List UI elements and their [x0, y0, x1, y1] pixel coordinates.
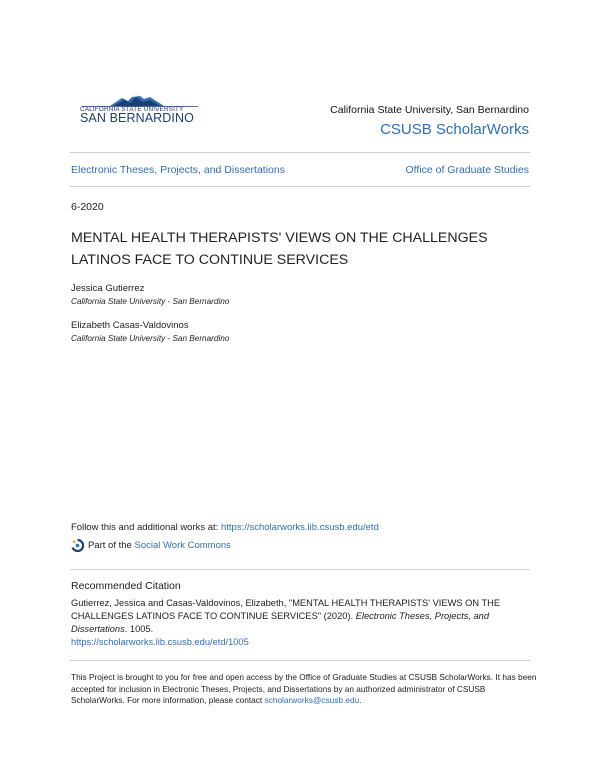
author-affiliation: California State University - San Bernardino	[71, 334, 230, 343]
network-commons-icon	[71, 539, 84, 552]
follow-prefix: Follow this and additional works at:	[71, 522, 221, 533]
part-of-prefix: Part of the	[88, 540, 132, 551]
publication-date: 6-2020	[71, 201, 104, 213]
social-work-commons-link[interactable]: Social Work Commons	[134, 540, 231, 551]
logo-line1: CALIFORNIA STATE UNIVERSITY	[80, 106, 184, 113]
collection-link[interactable]: Electronic Theses, Projects, and Dissertations	[71, 164, 285, 176]
citation-number: . 1005.	[124, 624, 154, 634]
recommended-citation-heading: Recommended Citation	[71, 580, 181, 592]
citation-url-link[interactable]: https://scholarworks.lib.csusb.edu/etd/1005	[71, 637, 249, 647]
citation-main: Gutierrez, Jessica and Casas-Valdovinos, Elizabeth, "MENTAL HEALTH THERAPISTS' VIEWS ON THE CHALLENGES LATINOS FACE TO CONTINUE SERVICES" (2020).	[71, 598, 501, 621]
university-logo[interactable]	[80, 90, 200, 130]
title-line: LATINOS FACE TO CONTINUE SERVICES	[71, 252, 349, 268]
contact-email-link[interactable]: scholarworks@csusb.edu	[264, 695, 360, 705]
author-name: Jessica Gutierrez	[71, 283, 145, 294]
notice-end: .	[359, 695, 362, 705]
document-title	[71, 227, 531, 271]
office-link[interactable]: Office of Graduate Studies	[405, 164, 529, 176]
citation-text	[71, 597, 531, 649]
divider	[70, 569, 530, 570]
access-notice	[71, 672, 541, 707]
repository-link[interactable]: CSUSB ScholarWorks	[380, 121, 529, 138]
follow-line	[71, 522, 379, 533]
follow-url-link[interactable]: https://scholarworks.lib.csusb.edu/etd	[220, 522, 379, 533]
institution-name: California State University, San Bernardino	[330, 104, 529, 116]
author-affiliation: California State University - San Bernardino	[71, 297, 230, 306]
part-of-line	[71, 539, 231, 552]
divider	[70, 660, 530, 661]
divider	[70, 152, 530, 153]
notice-text: This Project is brought to you for free and open access by the Office of Graduate Studies at CSUSB ScholarWorks. It has been accepted for inclusion in Electronic Theses, Projects, and Dissertations by an authorized administrator of CSUSB ScholarWorks. For more information, please contact	[71, 672, 537, 705]
logo-line2: SAN BERNARDINO	[80, 111, 194, 125]
citation-series: Electronic Theses, Projects, and Dissertations	[71, 611, 490, 634]
divider	[70, 186, 530, 187]
author-name: Elizabeth Casas-Valdovinos	[71, 320, 189, 331]
title-line: MENTAL HEALTH THERAPISTS' VIEWS ON THE CHALLENGES	[71, 230, 488, 246]
